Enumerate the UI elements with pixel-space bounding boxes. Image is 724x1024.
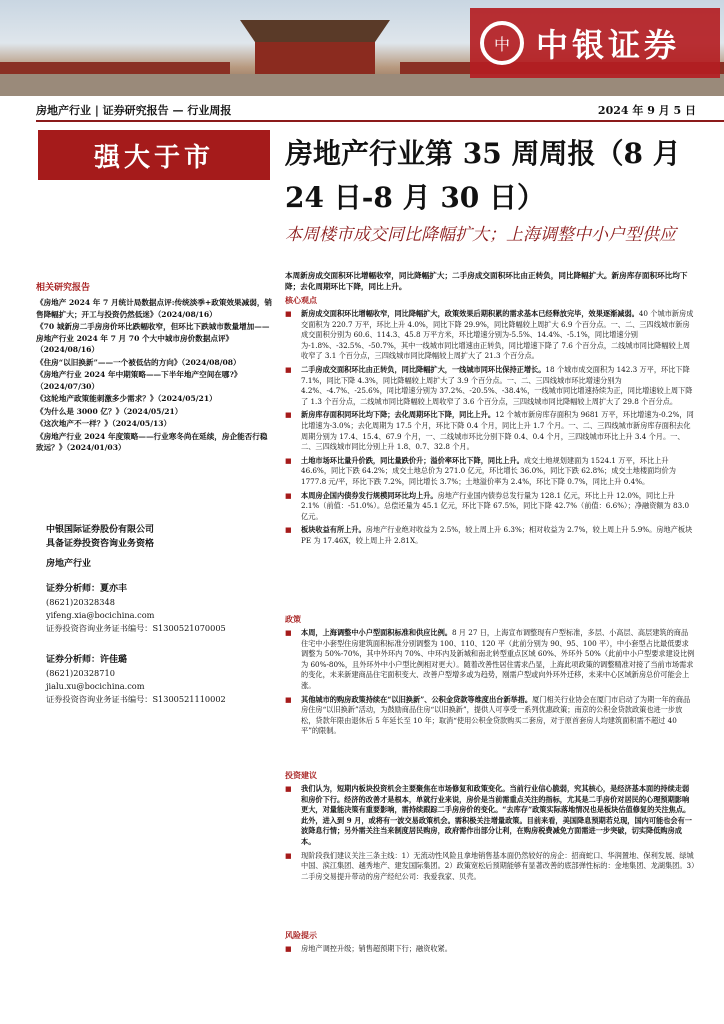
core-points-item xyxy=(285,410,695,452)
report-header-bar xyxy=(36,100,724,122)
bullet-body: 房地产调控升级；销售超预期下行；融资收紧。 xyxy=(301,944,452,953)
bullet-body: 房地产行业国内债券总发行量为 128.1 亿元，环比上升 12.0%，同比上升 2.1%（前值：-51.0%）。总偿还量为 45.1 亿元，环比下降 67.5%，同比下降 42.7%（前值：6.6%）；净融资额为 83.0 亿元。 xyxy=(301,490,690,521)
bullet-text xyxy=(301,695,695,737)
banner-hall xyxy=(255,42,375,74)
core-points-list xyxy=(285,309,695,549)
report-summary: 本周新房成交面积环比增幅收窄，同比降幅扩大；二手房成交面积环比由正转负，同比降幅扩大。新房库存面积环比均下降；去化周期环比下降，同比上升。 xyxy=(285,271,688,291)
related-reports-title: 相关研究报告 xyxy=(36,283,91,293)
analyst-1-cert: 证券投资咨询业务证书编号：S1300521070005 xyxy=(46,623,226,633)
related-reports xyxy=(36,280,272,455)
banner-roof xyxy=(240,20,390,42)
related-report-item[interactable]: 《房地产行业 2024 年度策略——行业寒冬尚在延续，房企能否行稳致远？》（2024/01/03） xyxy=(36,431,268,452)
section-invest: 投资建议 xyxy=(285,770,317,780)
related-report-item[interactable]: 《70 城新房二手房房价环比跌幅收窄，但环比下跌城市数量增加——房地产行业 2024 年 7 月 70 个大中城市房价数据点评》（2024/08/16） xyxy=(36,322,270,354)
analyst-2-email[interactable]: jialu.xu@bocichina.com xyxy=(46,681,145,691)
core-points-item xyxy=(285,491,695,523)
org-qualification: 具备证券投资咨询业务资格 xyxy=(46,539,155,549)
related-report-item[interactable]: 《这次地产不一样？》（2024/05/13） xyxy=(36,419,172,428)
bullet-lead: 新房成交面积环比增幅收窄，同比降幅扩大，政策效果后期积累的需求基本已经释放完毕，效果逐渐减弱。 xyxy=(301,309,639,318)
analyst-2-name: 证券分析师：许佳璐 xyxy=(46,655,128,665)
rating-badge: 强大于市 xyxy=(38,130,270,180)
company-name: 中银证券 xyxy=(536,26,681,64)
bullet-icon: ■ xyxy=(285,785,292,793)
invest-points-item xyxy=(285,851,695,883)
analyst-1-phone: (8621)20328348 xyxy=(46,597,115,607)
bullet-lead: 其他城市的购房政策持续在“以旧换新”、公积金贷款等维度出台新举措。 xyxy=(301,694,533,704)
boc-logo-icon: 中 xyxy=(480,21,524,65)
bullet-icon: ■ xyxy=(285,945,292,953)
bullet-lead: 土地市场环比量升价跌，同比量跌价升；溢价率环比下降，同比上升。 xyxy=(301,455,524,465)
bullet-body: 12 个城市新房库存面积为 9681 万平，环比增速为-0.2%，同比增速为-3.0%；去化周期为 17.5 个月，环比下降 0.4 个月，同比上升 1.7 个月。一、二、三四线城市新房库存面积去化周期分别为 17.4、15.4、67.9 个月，一、二线城市环比分别下降 0.4、0.4 个月，三四线城市环比上升 3.4 个月。一、二、三四线城市同比分别上升 1.8、0.7、32.8 个月。 xyxy=(301,410,694,452)
bullet-icon: ■ xyxy=(285,365,292,374)
invest-points-list xyxy=(285,784,695,885)
core-points-item xyxy=(285,525,695,546)
bullet-body: 18 个城市成交面积为 142.3 万平，环比下降 7.1%，同比下降 4.3%，同比降幅较上周扩大了 3.9 个百分点。一、二、三四线城市环比增速分别为 4.2%、-4.7%、-25.6%，同比增速分别为 37.2%、-20.5%、-38.4%，一线城市同比增速持续为正，同比增速较上周下降了 1.3 个百分点，二线城市同比降幅较上周收窄了 3.6 个百分点，三四线城市同比降幅较上周扩大了 29.8 个百分点。 xyxy=(301,364,693,406)
report-date: 2024 年 9 月 5 日 xyxy=(597,104,696,117)
policy-points-item xyxy=(285,628,695,692)
analyst-2-cert: 证券投资咨询业务证书编号：S1300521110002 xyxy=(46,694,226,704)
org-name: 中银国际证券股份有限公司 xyxy=(46,525,155,535)
bullet-icon: ■ xyxy=(285,851,292,860)
risk-points-list xyxy=(285,944,695,958)
report-title: 房地产行业第 35 周周报（8 月 24 日-8 月 30 日） xyxy=(285,137,681,214)
analyst-1-name: 证券分析师：夏亦丰 xyxy=(46,584,128,594)
policy-points-item xyxy=(285,695,695,737)
bullet-icon: ■ xyxy=(285,310,292,318)
analyst-2-phone: (8621)20328710 xyxy=(46,668,115,678)
bullet-lead: 板块收益有所上升。 xyxy=(301,525,366,535)
org-industry: 房地产行业 xyxy=(46,559,92,569)
section-risk: 风险提示 xyxy=(285,930,317,940)
bullet-text xyxy=(301,944,452,955)
bullet-lead: 二手房成交面积环比由正转负，同比降幅扩大，一线城市同环比保持正增长。 xyxy=(301,364,546,374)
bullet-text xyxy=(301,309,695,362)
header-banner xyxy=(0,0,724,96)
bullet-lead: 本周房企国内债券发行规模同环比均上升。 xyxy=(301,490,438,500)
bullet-text xyxy=(301,491,695,523)
related-report-item[interactable]: 《住房“以旧换新”——一个被低估的方向》（2024/08/08） xyxy=(36,357,241,367)
invest-points-item xyxy=(285,784,695,848)
company-logo xyxy=(470,8,720,78)
bullet-body: 厦门相关行业协会在厦门市启动了为期一年的商品房住房“以旧换新”活动，为鼓励商品住房“以旧换新”，提供人可享受一系列优惠政策；南京的公积金贷款政策也进一步放松，贷款年限由退休后 5 年延长至 10 年；取消“使用公积金贷款购买二套房，对于原首套房人均建筑面积需不超过 40 平”的限制。 xyxy=(301,694,691,736)
analyst-1-email[interactable]: yifeng.xia@bocichina.com xyxy=(46,610,155,620)
bullet-body: 8 月 27 日，上海宣布调整现有户型标准，多层、小高层、高层建筑的商品住宅中小套型住房建筑面积标准分别调整为 100、110、120 平（此前分别为 90、95、100 平），中小套型占比最低要求调整为 50%-70%，其中外环内 70%、中环内及新城和南北转型重点区域 60%、外环外 50%（此前中小户型要求建设比例为 60%-80%，且外环外中小户型比例相对更大）。随着改善性居住需求凸显，上海此项政策的调整精准对接了当前市场需求的变化，未来新建商品住宅面积变大、改善户型增多或为趋势，刚需户型或向外环外迁移，未来中心区域新房总价可能会上涨。 xyxy=(301,628,695,690)
bullet-text xyxy=(301,456,695,488)
bullet-body: 房地产行业绝对收益为 2.5%，较上周上升 6.3%；相对收益为 2.7%，较上周上升 5.9%。房地产板块 PE 为 17.46X，较上周上升 2.81X。 xyxy=(301,525,693,545)
bullet-body: 现阶段我们建议关注三条主线：1）无流动性风险且拿地销售基本面仍然较好的房企：招商蛇口、华润置地、保利发展、绿城中国、滨江集团、越秀地产、建发国际集团。2）政策宽松后预期能够有显著改善的底部弹性标的：金地集团、龙湖集团。3）二手房交易提升带动的房产经纪公司：我爱我家、贝壳。 xyxy=(301,850,695,881)
related-report-item[interactable]: 《为什么是 3000 亿？》（2024/05/21） xyxy=(36,406,183,416)
bullet-text xyxy=(301,365,695,407)
bullet-text xyxy=(301,628,695,692)
related-report-item[interactable]: 《房地产行业 2024 年中期策略——下半年地产空间在哪?》（2024/07/30） xyxy=(36,370,242,391)
related-reports-list xyxy=(36,297,272,454)
core-points-item xyxy=(285,309,695,362)
core-points-item xyxy=(285,365,695,407)
core-points-item xyxy=(285,456,695,488)
section-core: 核心观点 xyxy=(285,295,317,305)
bullet-icon: ■ xyxy=(285,456,292,465)
section-policy: 政策 xyxy=(285,614,301,624)
bullet-body: 40 个城市新房成交面积为 220.7 万平，环比上升 4.0%，同比下降 29.9%，同比降幅较上周扩大 6.9 个百分点。一、二、三四线城市新房成交面积分别为 60.6、114.3、45.8 万平方米，环比增速分别为-5.5%、14.4%、-5.1%，同比增速分别为-1.8%、-32.5%、-50.7%，其中一线城市同比增速由正转负，同比增速下降了 7.6 个百分点，二线城市同比降幅较上周收窄了 3.1 个百分点，三四线城市同比降幅较上周扩大了 21.3 个百分点。 xyxy=(301,309,694,361)
policy-points-list xyxy=(285,628,695,740)
bullet-icon: ■ xyxy=(285,526,292,535)
risk-points-item xyxy=(285,944,695,955)
bullet-lead: 本周，上海调整中小户型面积标准和供应比例。 xyxy=(301,628,452,637)
bullet-icon: ■ xyxy=(285,629,292,637)
report-subtitle: 本周楼市成交同比降幅扩大；上海调整中小户型供应 xyxy=(285,225,676,245)
bullet-icon: ■ xyxy=(285,411,292,420)
related-report-item[interactable]: 《这轮地产政策能刺激多少需求？》（2024/05/21） xyxy=(36,394,217,403)
bullet-text xyxy=(301,851,695,883)
analyst-1 xyxy=(46,583,286,635)
bullet-text xyxy=(301,525,695,546)
bullet-icon: ■ xyxy=(285,695,292,704)
bullet-body: 成交土地规划建面为 1524.1 万平，环比上升 46.6%，同比下跌 64.2%；成交土地总价为 271.0 亿元，环比增长 36.0%，同比下跌 62.8%；成交土地楼面均价为 1777.8 元/平，环比下跌 7.2%，同比增长 3.7%；土地溢价率为 2.4%，环比下降 0.7%，同比上升 0.4%。 xyxy=(301,455,676,486)
bullet-lead: 新房库存面积同环比均下降；去化周期环比下降，同比上升。 xyxy=(301,410,496,420)
related-report-item[interactable]: 《房地产 2024 年 7 月统计局数据点评:传统淡季+政策效果减弱，销售降幅扩大；开工与投资仍然低迷》（2024/08/16） xyxy=(36,298,273,319)
bullet-lead: 我们认为，短期内板块投资机会主要聚焦在市场修复和政策变化。当前行业信心脆弱，究其核心，是经济基本面的持续走弱和房价下行。经济的改善才是根本，单就行业来说，房价是当前需重点关注的指标，尤其是二手房价对居民的心理预期影响更大，对量能决策有重要影响，需持续跟踪二手房房价的变化。“去库存”政策实际落地情况也是板块估值修复的关注焦点。此外，进入到 9 月，或将有一波交易政策机会。需积极关注增量政策。目前来看，美国降息预期若兑现，国内可能也会有一波降息行情；另外需关注当来制度居民购房，政府需作出部分让利，在购房税费减免方面需进一步突破，切实降低购房成本。 xyxy=(301,784,692,846)
report-category: 房地产行业 | 证券研究报告 — 行业周报 xyxy=(36,104,232,117)
bullet-icon: ■ xyxy=(285,491,292,500)
bullet-text xyxy=(301,784,695,848)
bullet-text xyxy=(301,410,695,452)
analyst-2 xyxy=(46,654,286,706)
org-block xyxy=(46,523,276,571)
